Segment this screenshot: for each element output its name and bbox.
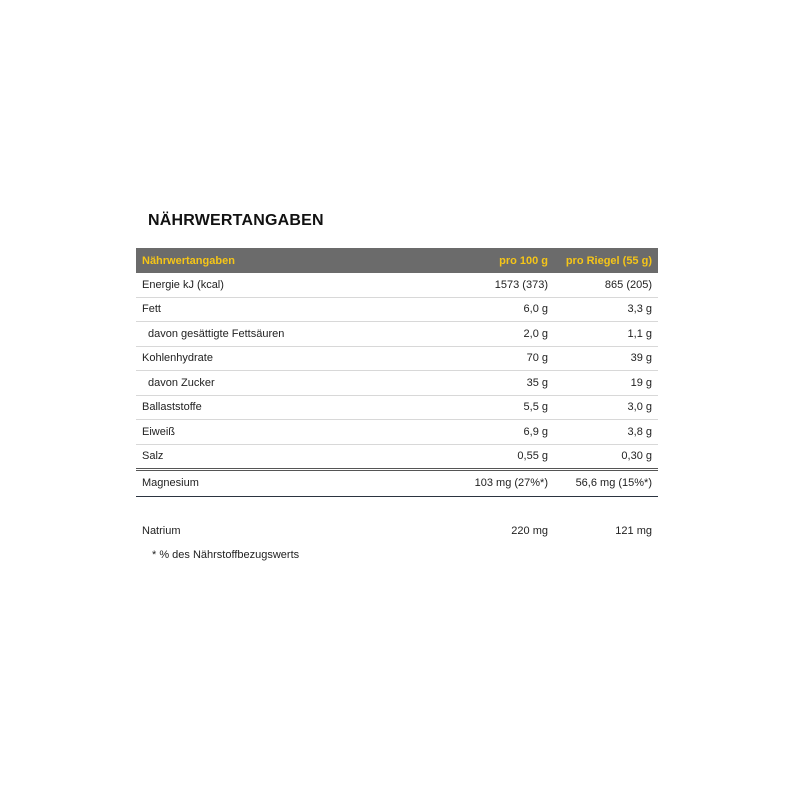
table-header: [136, 248, 658, 273]
page-title: NÄHRWERTANGABEN: [148, 212, 324, 229]
table-row: [136, 396, 658, 421]
row-value-per-100g: 70 g: [526, 352, 548, 365]
table-row: [136, 420, 658, 445]
table-row: [136, 521, 658, 541]
row-label: Fett: [142, 303, 161, 316]
table-row: [136, 322, 658, 347]
row-label: Magnesium: [142, 477, 199, 489]
row-value-per-100g: 6,0 g: [523, 303, 548, 316]
footnote: * % des Nährstoffbezugswerts: [152, 549, 300, 561]
table-row: [136, 273, 658, 298]
row-value-per-bar: 1,1 g: [627, 327, 652, 340]
row-value-per-100g: 2,0 g: [523, 327, 548, 340]
row-value-per-bar: 3,0 g: [627, 401, 652, 414]
row-label: davon Zucker: [148, 376, 215, 389]
row-value-per-100g: 1573 (373): [494, 278, 548, 291]
table-row: [136, 298, 658, 323]
row-value-per-bar: 19 g: [630, 376, 652, 389]
row-value-per-bar: 39 g: [630, 352, 652, 365]
row-value-per-bar: 121 mg: [615, 525, 652, 537]
row-value-per-100g: 35 g: [526, 376, 548, 389]
header-per-100g: pro 100 g: [499, 254, 548, 267]
row-value-per-bar: 3,8 g: [627, 425, 652, 438]
row-value-per-bar: 865 (205): [604, 278, 652, 291]
row-label: Energie kJ (kcal): [142, 278, 224, 291]
table-row: [136, 371, 658, 396]
row-value-per-100g: 6,9 g: [523, 425, 548, 438]
table-row: [136, 445, 658, 471]
nutrition-table: [136, 248, 658, 497]
table-row: [136, 471, 658, 497]
row-label: Ballaststoffe: [142, 401, 202, 414]
row-label: davon gesättigte Fettsäuren: [148, 327, 285, 340]
row-label: Kohlenhydrate: [142, 352, 213, 365]
table-row: [136, 347, 658, 372]
row-value-per-100g: 103 mg (27%*): [474, 477, 548, 489]
row-value-per-100g: 220 mg: [511, 525, 548, 537]
row-label: Natrium: [142, 525, 181, 537]
header-per-bar: pro Riegel (55 g): [565, 254, 652, 267]
row-value-per-100g: 0,55 g: [517, 450, 548, 462]
row-label: Salz: [142, 450, 164, 462]
row-value-per-bar: 56,6 mg (15%*): [575, 477, 652, 489]
header-label: Nährwertangaben: [142, 254, 235, 267]
row-value-per-bar: 3,3 g: [627, 303, 652, 316]
row-label: Eiweiß: [142, 425, 176, 438]
row-value-per-bar: 0,30 g: [621, 450, 652, 462]
row-value-per-100g: 5,5 g: [523, 401, 548, 414]
